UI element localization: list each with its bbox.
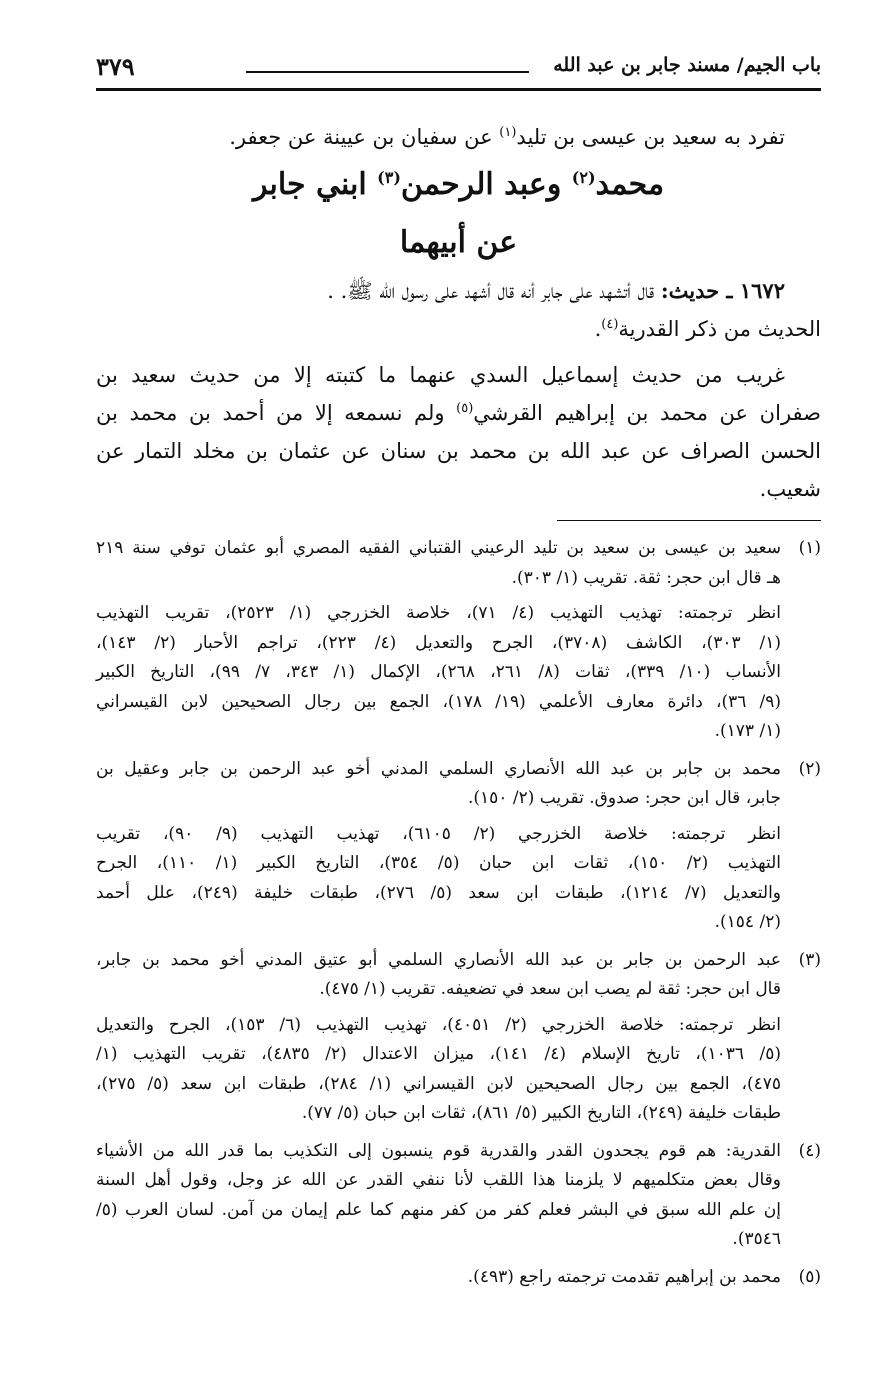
hadith-label: ـ حديث:	[660, 278, 740, 303]
footnote-number: (١)	[798, 538, 821, 558]
footnotes	[96, 534, 821, 1300]
footnote-ref-2[interactable]: (٢)	[571, 168, 596, 187]
footnote-number: (٥)	[798, 1266, 821, 1287]
comment-line-1: غريب من حديث إسماعيل السدي عنهما ما كتبته إلا من حديث سعيد بن	[96, 363, 785, 387]
hadith-number: ١٦٧٢	[739, 278, 785, 303]
hadith-text: قال أتشهد على جابر أنه قال أشهد على رسول الله ﷺ. .	[327, 279, 661, 303]
page-number: ٣٧٩	[96, 52, 135, 81]
section-heading-line-1: محمد$^{(٢)}$ وعبد الرحمن$^{(٣)}$ ابني جابر	[252, 167, 665, 202]
comment-line-3: الحسن الصراف عن عبد الله بن محمد بن سنان عن عثمان بن مخلد التمار عن	[96, 439, 821, 463]
running-title: باب الجيم/ مسند جابر بن عبد الله	[553, 54, 821, 76]
hadith-line-2: الحديث من ذكر القدرية$^{(٤)}$.	[594, 317, 821, 341]
footnote-ref-3[interactable]: (٣)	[377, 168, 401, 187]
header-rule	[246, 71, 529, 73]
footnote-separator	[557, 520, 821, 521]
footnote-ref-4[interactable]: (٤)	[601, 317, 619, 332]
footnote-1: (١) سعيد بن عيسى بن سعيد بن تليد الرعيني القتباني الفقيه المصري أبو عثمان توفي سنة ٢١٩ هـ قال ابن حجر: ثقة. تقريب (١/ ٣٠٣). انظر ترجمته: تهذيب التهذيب (٤/ ٧١)، خلاصة الخزرجي (١/ ٢٥٢٣)، تقريب التهذيب (١/ ٣٠٣)، الكاشف (٣٧٠٨)، الجرح والتعديل (٤/ ٢٢٣)، تراجم الأحبار (٢/ ١٤٣)، الأنساب (١٠/ ٣٣٩)، ثقات (٨/ ٢٦١، ٢٦٨)، الإكمال (١/ ٣٤٣، ٧/ ٩٩)، التاريخ الكبير (٩/ ٣٦)، دائرة معارف الأعلمي (١٩/ ١٧٨)، الجمع بين رجال الصحيحين لابن القيسراني (١/ ١٧٣).	[96, 534, 821, 747]
footnote-3: (٣) عبد الرحمن بن جابر بن عبد الله الأنصاري السلمي أبو عتيق المدني أخو محمد بن جابر، قال ابن حجر: ثقة لم يصب ابن سعد في تضعيفه. تقريب (١/ ٤٧٥). انظر ترجمته: خلاصة الخزرجي (٢/ ٤٠٥١)، تهذيب التهذيب (٦/ ١٥٣)، الجرح والتعديل (٥/ ١٠٣٦)، تاريخ الإسلام (٤/ ١٤١)، ميزان الاعتدال (٢/ ٤٨٣٥)، تقريب التهذيب (١/ ٤٧٥)، الجمع بين رجال الصحيحين لابن القيسراني (١/ ٢٨٤)، طبقات ابن سعد (٥/ ٢٧٥)، طبقات خليفة (٢٤٩)، التاريخ الكبير (٥/ ٨٦١)، ثقات ابن حبان (٥/ ٧٧).	[96, 946, 821, 1129]
main-text	[96, 118, 821, 508]
footnote-ref-1[interactable]: (١)	[499, 125, 517, 140]
section-heading-line-2: عن أبيهما	[399, 225, 518, 260]
footnote-5: (٥) محمد بن إبراهيم تقدمت ترجمته راجع (٤٩٣).	[96, 1263, 821, 1293]
comment-line-4: شعيب.	[759, 477, 821, 501]
footnote-number: (٣)	[798, 949, 821, 970]
footnote-ref-5[interactable]: (٥)	[456, 401, 474, 416]
footnote-2: (٢) محمد بن جابر بن عبد الله الأنصاري السلمي المدني أخو عبد الرحمن بن جابر وعقيل بن جابر، قال ابن حجر: صدوق. تقريب (٢/ ١٥٠). انظر ترجمته: خلاصة الخزرجي (٢/ ٦١٠٥)، تهذيب التهذيب (٩/ ٩٠)، تقريب التهذيب (٢/ ١٥٠)، ثقات ابن حبان (٥/ ٣٥٤)، التاريخ الكبير (١/ ١١٠)، الجرح والتعديل (٧/ ١٢١٤)، طبقات ابن سعد (٥/ ٢٧٦)، طبقات خليفة (٢٤٩)، علل أحمد (٢/ ١٥٤).	[96, 755, 821, 938]
intro-line: تفرد به سعيد بن عيسى بن تليد$^{(١)}$ عن سفيان بن عيينة عن جعفر.	[229, 125, 785, 149]
running-head	[96, 52, 821, 91]
footnote-4: (٤) القدرية: هم قوم يجحدون القدر والقدرية قوم ينسبون إلى التكذيب بما قدر الله من الأشياء وقال بعض متكلميهم لا يلزمنا هذا اللقب لأنا ننفي القدر عن الله عز وجل، وقول أهل السنة إن علم الله سبق في البشر فعلم كفر من كفر منهم كما علم إيمان من آمن. لسان العرب (٥/ ٣٥٤٦).	[96, 1137, 821, 1255]
hadith-line	[96, 272, 821, 310]
footnote-number: (٢)	[798, 758, 821, 779]
footnote-number: (٤)	[798, 1140, 821, 1161]
comment-line-2: صفران عن محمد بن إبراهيم القرشي$^{(٥)}$ ولم نسمعه إلا من أحمد بن محمد بن	[96, 401, 821, 425]
